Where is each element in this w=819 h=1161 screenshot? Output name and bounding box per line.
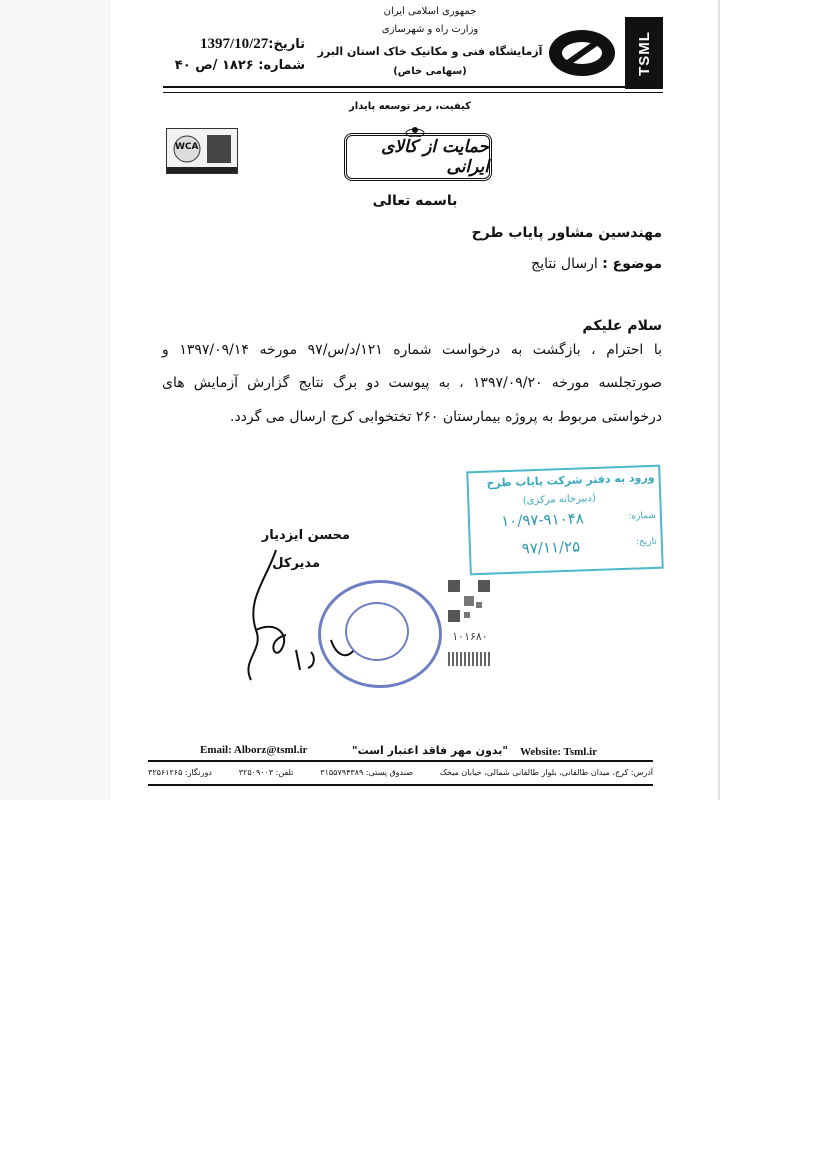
footer-divider-top xyxy=(148,760,653,762)
number-label: شماره: xyxy=(258,58,305,73)
footer-phone: تلفن: ۳۲۵۰۹۰۰۳ xyxy=(238,768,294,777)
cert-logo-text: WCA xyxy=(175,142,199,152)
subject-value: ارسال نتایج xyxy=(531,256,598,272)
body-line-1: با احترام ، بازگشت به درخواست شماره ۱۲۱/د/س/۹۷ مورخه ۱۳۹۷/۰۹/۱۴ و xyxy=(162,342,662,358)
qr-number: ۱۰۱۶۸۰ xyxy=(452,630,488,643)
support-iranian-goods-slogan: حمایت از کالای ایرانی xyxy=(344,133,492,181)
footer-postal-box: صندوق پستی: ۳۱۵۵۷۹۴۳۸۹ xyxy=(320,768,413,777)
signatory-name: محسن ایزدیار xyxy=(261,528,350,543)
tsml-emblem-icon xyxy=(547,27,617,79)
recipient: مهندسین مشاور پایاب طرح xyxy=(471,225,662,241)
receipt-stamp xyxy=(466,465,664,576)
subject-line xyxy=(362,256,662,272)
header-lab-name: آزمایشگاه فنی و مکانیک خاک استان البرز xyxy=(317,45,543,58)
footer-address-line xyxy=(148,768,653,777)
body-line-3: درخواستی مربوط به پروژه بیمارستان ۲۶۰ تختخوابی کرج ارسال می گردد. xyxy=(230,409,662,425)
greeting: سلام علیکم xyxy=(582,318,662,334)
number-value: ۱۸۲۶ /ص ۴۰ xyxy=(174,58,254,73)
scan-edge xyxy=(718,0,720,800)
header-republic: جمهوری اسلامی ایران xyxy=(383,6,477,17)
footer-fax: دورنگار: ۳۲۵۶۱۲۶۵ xyxy=(148,768,212,777)
footer-address: آدرس: کرج، میدان طالقانی، بلوار طالقانی شمالی، خیابان میخک xyxy=(439,768,653,777)
number-field xyxy=(174,58,305,73)
invocation: باسمه تعالی xyxy=(372,193,458,209)
receipt-stamp-title: ورود به دفتر شرکت پایاب طرح xyxy=(486,470,655,490)
certification-logo xyxy=(166,128,238,174)
header-divider-thin xyxy=(163,92,663,93)
subject-label: موضوع : xyxy=(602,256,662,272)
seal-emblem-icon xyxy=(345,602,409,661)
tsml-badge-text: TSML xyxy=(635,30,653,76)
date-value: 1397/10/27 xyxy=(199,36,269,52)
header-company-type: (سهامی خاص) xyxy=(393,66,467,77)
tsml-logo-badge xyxy=(625,17,663,89)
receipt-number-value: ۱۰/۹۷-۹۱۰۴۸ xyxy=(500,509,585,531)
signatory-title: مدیرکل xyxy=(272,556,320,571)
footer-website: Website: Tsml.ir xyxy=(520,746,598,758)
body-line-2: صورتجلسه مورخه ۱۳۹۷/۰۹/۲۰ ، به پیوست دو برگ نتایج گزارش آزمایش های xyxy=(162,375,662,391)
footer-divider-bottom xyxy=(148,784,653,786)
receipt-date-value: ۹۷/۱۱/۲۵ xyxy=(521,537,581,558)
footer-email: Email: Alborz@tsml.ir xyxy=(200,744,308,756)
receipt-stamp-subtitle: (دبیرخانه مرکزی) xyxy=(522,492,597,507)
header-ministry: وزارت راه و شهرسازی xyxy=(381,24,479,35)
date-label: تاریخ: xyxy=(268,37,305,52)
scan-margin xyxy=(0,0,111,800)
qr-code xyxy=(446,578,492,624)
barcode-strip xyxy=(448,652,492,666)
footer-validity-note: "بدون مهر فاقد اعتبار است" xyxy=(351,744,509,757)
receipt-date-label: تاریخ: xyxy=(635,536,657,548)
quality-motto: کیفیت، رمز توسعه پایدار xyxy=(349,101,471,112)
header-divider xyxy=(163,86,663,88)
date-field xyxy=(195,36,305,53)
receipt-number-label: شماره: xyxy=(628,510,657,522)
